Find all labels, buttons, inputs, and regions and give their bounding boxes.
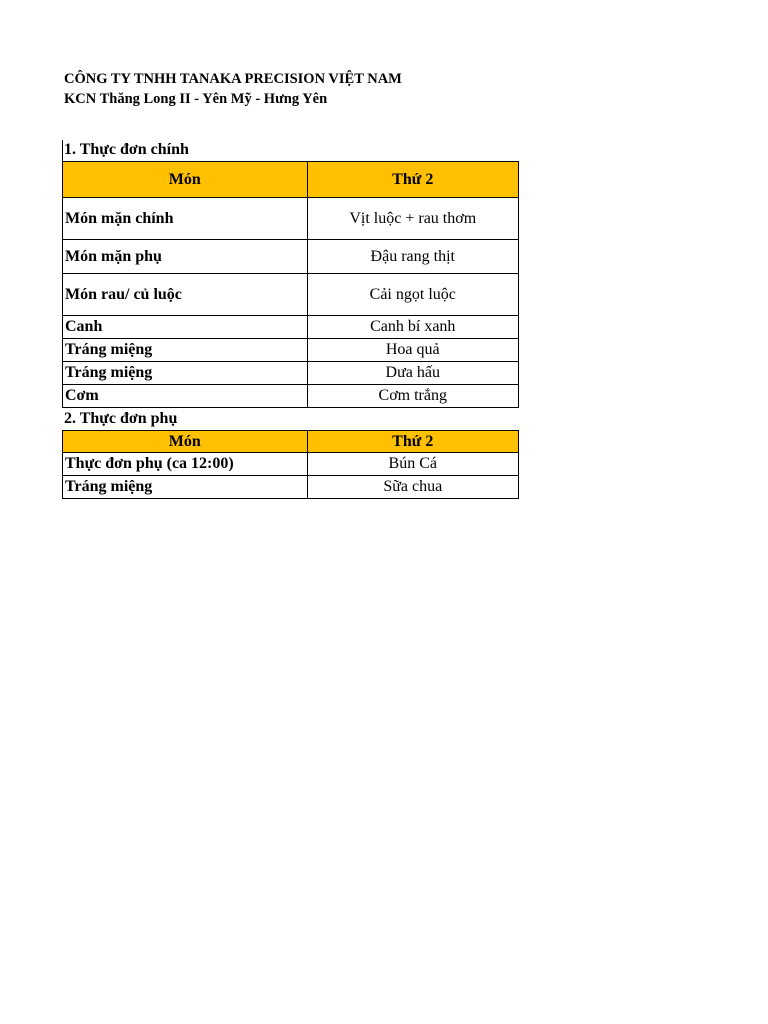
dish-name: Canh (63, 316, 308, 339)
table-row (63, 240, 519, 274)
dish-value: Sữa chua (307, 476, 518, 499)
dish-name: Thực đơn phụ (ca 12:00) (63, 453, 308, 476)
dish-value: Đậu rang thịt (307, 240, 518, 274)
dish-value: Cải ngọt luộc (307, 274, 518, 316)
dish-value: Hoa quả (307, 339, 518, 362)
column-header-day: Thứ 2 (307, 431, 518, 453)
dish-name: Tráng miệng (63, 476, 308, 499)
table-row (63, 385, 519, 408)
table-row (63, 198, 519, 240)
table-row (63, 316, 519, 339)
table-row (63, 274, 519, 316)
table-row (63, 362, 519, 385)
dish-value: Canh bí xanh (307, 316, 518, 339)
dish-value: Bún Cá (307, 453, 518, 476)
dish-name: Món mặn chính (63, 198, 308, 240)
table-row (63, 339, 519, 362)
column-header-day: Thứ 2 (307, 162, 518, 198)
side-menu-title: 2. Thực đơn phụ (64, 410, 178, 427)
table-row (63, 453, 519, 476)
dish-name: Món rau/ củ luộc (63, 274, 308, 316)
company-address: KCN Thăng Long II - Yên Mỹ - Hưng Yên (64, 91, 328, 107)
column-header-dish: Món (63, 162, 308, 198)
company-name: CÔNG TY TNHH TANAKA PRECISION VIỆT NAM (64, 71, 402, 87)
column-header-dish: Món (63, 431, 308, 453)
side-menu-table (62, 430, 519, 499)
dish-value: Vịt luộc + rau thơm (307, 198, 518, 240)
dish-value: Cơm trắng (307, 385, 518, 408)
dish-name: Món mặn phụ (63, 240, 308, 274)
main-menu-title: 1. Thực đơn chính (64, 141, 189, 158)
dish-name: Cơm (63, 385, 308, 408)
table-row (63, 476, 519, 499)
table-header-row (63, 431, 519, 453)
dish-value: Dưa hấu (307, 362, 518, 385)
dish-name: Tráng miệng (63, 362, 308, 385)
dish-name: Tráng miệng (63, 339, 308, 362)
main-menu-table (62, 161, 519, 408)
cell-border (62, 140, 63, 161)
table-header-row (63, 162, 519, 198)
